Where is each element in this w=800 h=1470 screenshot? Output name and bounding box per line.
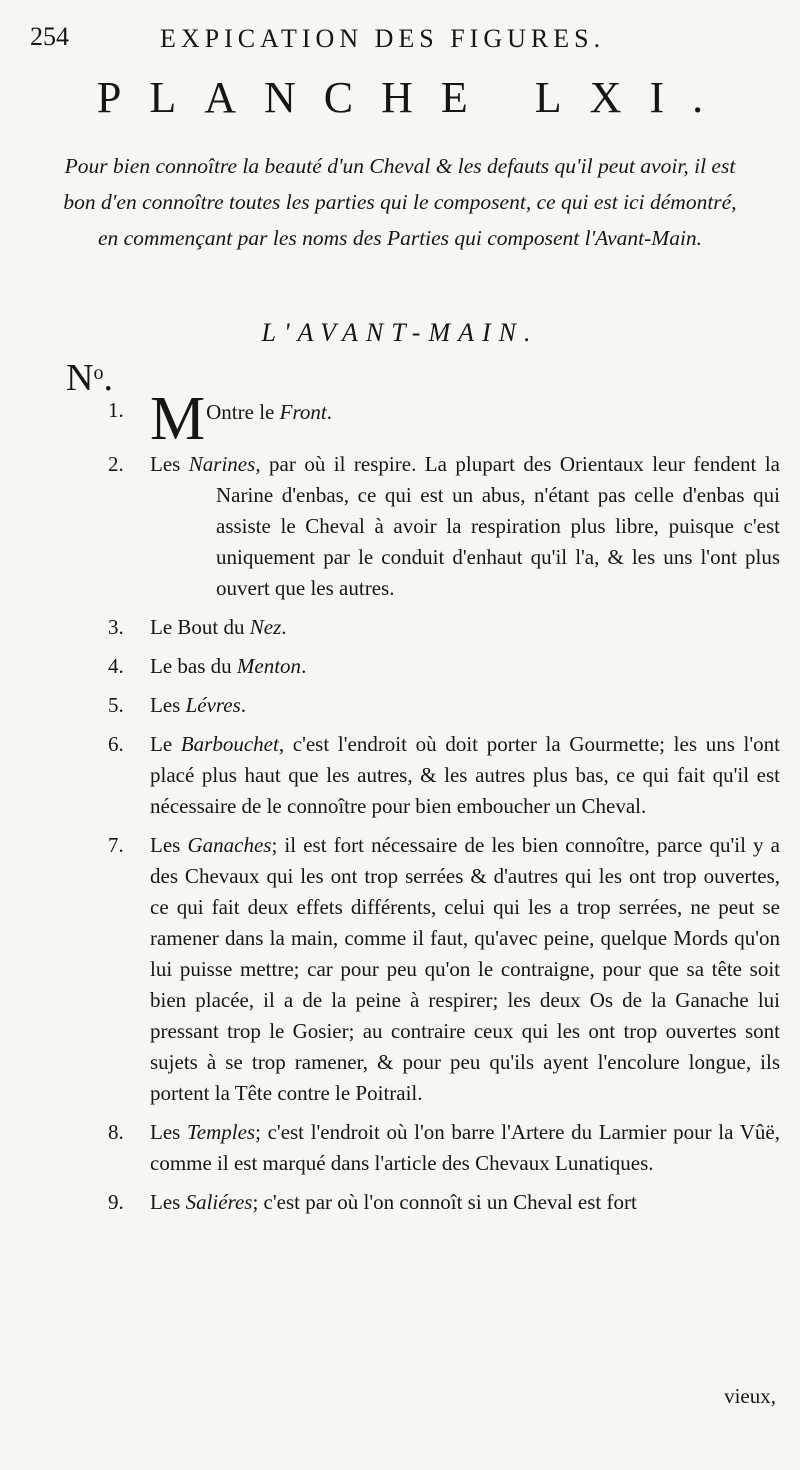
- entry-number: 8.: [108, 1120, 124, 1144]
- entry-text: Les Narines, par où il respire. La plupart des Orientaux leur fendent la Narine d'enbas, ce qui est un abus, n'étant pas celle d'enbas qui assiste le Cheval à avoir la respiration plus libre, puisque c'est uniquement par le conduit d'enhaut qu'il l'a, & les uns l'ont plus ouvert que les autres.: [150, 452, 780, 600]
- plate-title: PLANCHE LXI.: [96, 73, 732, 122]
- entry-4: [100, 651, 780, 682]
- entry-2: [100, 449, 780, 604]
- entry-text: M Ontre le Front.: [150, 385, 332, 453]
- page-header: [30, 14, 780, 54]
- intro-paragraph: Pour bien connoître la beauté d'un Cheval & les defauts qu'il peut avoir, il est bon d'en connoître toutes les parties qui le composent, ce qui est ici démontré, en commençant par les noms des Parties qui composent l'Avant-Main.: [63, 154, 737, 250]
- catchword: vieux,: [724, 1384, 776, 1408]
- running-title: EXPICATION DES FIGURES.: [160, 24, 606, 53]
- entry-6: [100, 729, 780, 822]
- entry-text: Le Barbouchet, c'est l'endroit où doit porter la Gourmette; les uns l'ont placé plus haut que les autres, & les autres plus bas, ce qui fait qu'il est nécessaire de le connoître pour bien emboucher un Cheval.: [150, 732, 781, 818]
- entry-number: 6.: [108, 732, 124, 756]
- entry-number: 5.: [108, 693, 124, 717]
- page-number: 254: [30, 22, 69, 51]
- entry-number: 9.: [108, 1190, 124, 1214]
- entry-text: Les Saliéres; c'est par où l'on connoît si un Cheval est fort: [150, 1190, 637, 1214]
- entry-text: Les Temples; c'est l'endroit où l'on barre l'Artere du Larmier pour la Vûë, comme il est marqué dans l'article des Chevaux Lunatiques.: [150, 1120, 780, 1175]
- entry-8: [100, 1117, 780, 1179]
- entry-number: 4.: [108, 654, 124, 678]
- entry-number: 3.: [108, 615, 124, 639]
- entry-text: Le bas du Menton.: [150, 654, 307, 678]
- entry-9: [100, 1187, 780, 1218]
- entry-text: Les Lévres.: [150, 693, 247, 717]
- entry-list: [100, 385, 781, 1226]
- entry-text: Les Ganaches; il est fort nécessaire de les bien connoître, parce qu'il y a des Chevaux qui les ont trop serrées & d'autres qui les ont trop ouvertes, ce qui fait deux effets différents, celui qui les a trop serrées, ne peut se ramener dans la main, comme il faut, qu'avec peine, quelque Mords qu'on lui puisse mettre; car pour peu qu'on le contraigne, pour que sa tête soit bien placée, il a de la peine à respirer; les deux Os de la Ganache lui pressant trop le Gosier; au contraire ceux qui les ont trop ouvertes sont sujets à se trop ramener, & pour peu qu'ils ayent l'encolure longue, ils portent la Tête contre le Poitrail.: [150, 833, 780, 1105]
- entry-number: 1.: [108, 398, 124, 422]
- entry-text: Le Bout du Nez.: [150, 615, 287, 639]
- entry-3: [100, 612, 780, 643]
- entry-1: [100, 385, 780, 453]
- section-title: L'AVANT-MAIN.: [261, 318, 539, 347]
- drop-cap: M: [150, 385, 206, 453]
- entry-7: [100, 830, 780, 1109]
- entry-5: [100, 690, 780, 721]
- number-label: $N^o$.: [66, 357, 113, 399]
- entry-number: 2.: [108, 452, 124, 476]
- entry-number: 7.: [108, 833, 124, 857]
